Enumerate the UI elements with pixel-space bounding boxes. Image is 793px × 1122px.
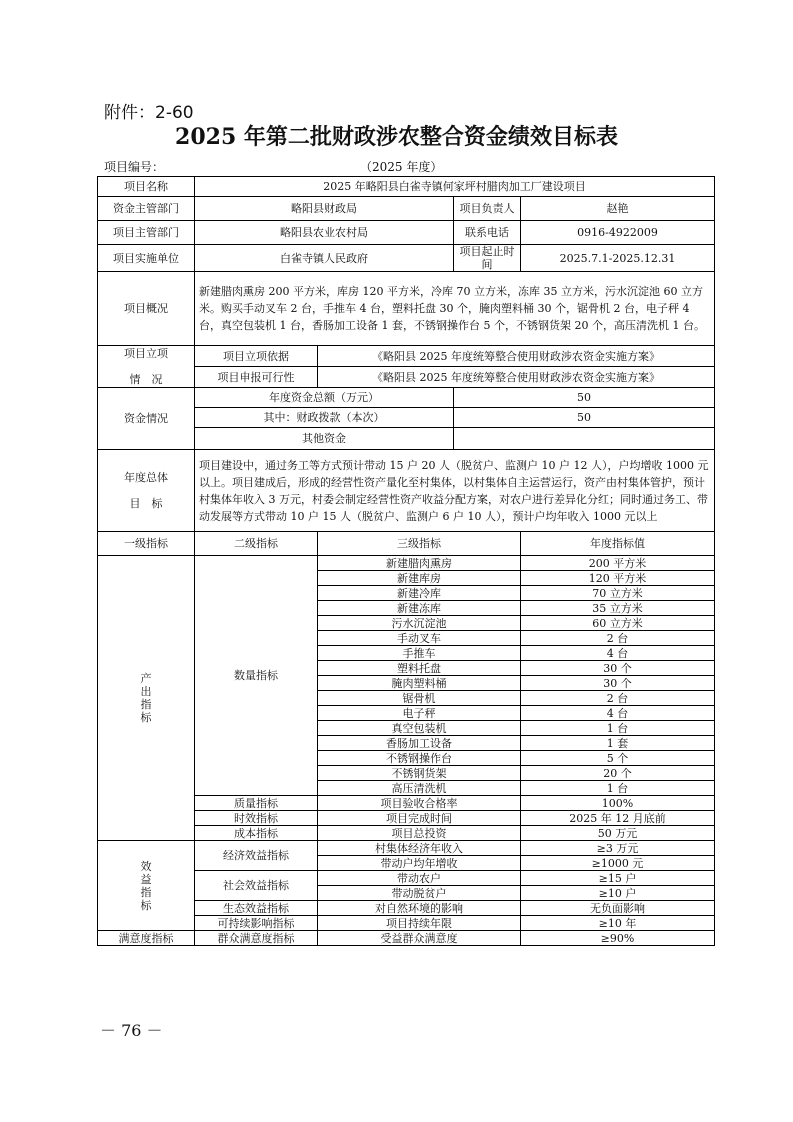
cell-label: 其他资金 bbox=[195, 428, 454, 450]
cell-label: 项目名称 bbox=[98, 177, 195, 197]
indicator-name: 真空包装机 bbox=[318, 721, 521, 736]
fiscal-funds: 50 bbox=[454, 408, 715, 428]
indicator-value: 2 台 bbox=[521, 631, 715, 646]
indicator-name: 污水沉淀池 bbox=[318, 616, 521, 631]
column-header: 年度指标值 bbox=[521, 532, 715, 556]
impl-unit: 白雀寺镇人民政府 bbox=[195, 245, 454, 272]
indicator-name: 香肠加工设备 bbox=[318, 736, 521, 751]
indicator-name: 锯骨机 bbox=[318, 691, 521, 706]
indicator-name: 新建冷库 bbox=[318, 586, 521, 601]
indicator-name: 不锈钢货架 bbox=[318, 766, 521, 781]
indicator-value: 2025 年 12 月底前 bbox=[521, 811, 715, 826]
cell-label: 资金主管部门 bbox=[98, 197, 195, 221]
indicator-name: 不锈钢操作台 bbox=[318, 751, 521, 766]
quantity-label: 数量指标 bbox=[195, 556, 318, 796]
indicator-name: 新建冻库 bbox=[318, 601, 521, 616]
indicator-name: 手动叉车 bbox=[318, 631, 521, 646]
indicator-value: 20 个 bbox=[521, 766, 715, 781]
satisfaction-label: 满意度指标 bbox=[98, 931, 195, 946]
indicator-value: 70 立方米 bbox=[521, 586, 715, 601]
indicator-name: 腌肉塑料桶 bbox=[318, 676, 521, 691]
indicator-value: 无负面影响 bbox=[521, 901, 715, 916]
project-no-label: 项目编号： bbox=[104, 160, 165, 174]
indicator-name: 带动户均年增收 bbox=[318, 856, 521, 871]
indicator-name: 带动脱贫户 bbox=[318, 886, 521, 901]
indicator-value: 35 立方米 bbox=[521, 601, 715, 616]
indicator-name: 项目持续年限 bbox=[318, 916, 521, 931]
cell-label: 项目主管部门 bbox=[98, 221, 195, 245]
column-header: 三级指标 bbox=[318, 532, 521, 556]
indicator-name: 项目验收合格率 bbox=[318, 796, 521, 811]
other-funds bbox=[454, 428, 715, 450]
proj-dept: 略阳县农业农村局 bbox=[195, 221, 454, 245]
indicator-value: 1 台 bbox=[521, 721, 715, 736]
sustain-label: 可持续影响指标 bbox=[195, 916, 318, 931]
eco-label: 生态效益指标 bbox=[195, 901, 318, 916]
cell-label: 项目概况 bbox=[98, 272, 195, 346]
page-title: 2025 年第二批财政涉农整合资金绩效目标表 bbox=[175, 124, 618, 150]
indicator-value: 100% bbox=[521, 796, 715, 811]
indicator-value: 200 平方米 bbox=[521, 556, 715, 571]
econ-label: 经济效益指标 bbox=[195, 841, 318, 871]
cell-label: 项目申报可行性 bbox=[195, 367, 318, 388]
indicator-name: 手推车 bbox=[318, 646, 521, 661]
indicator-name: 项目总投资 bbox=[318, 826, 521, 841]
page-number: － 76 － bbox=[100, 1021, 163, 1040]
cost-label: 成本指标 bbox=[195, 826, 318, 841]
indicator-value: 60 立方米 bbox=[521, 616, 715, 631]
approval-label: 项目立项 情 况 bbox=[98, 346, 195, 388]
indicator-value: 4 台 bbox=[521, 706, 715, 721]
social-label: 社会效益指标 bbox=[195, 871, 318, 901]
crowd-label: 群众满意度指标 bbox=[195, 931, 318, 946]
indicator-name: 新建库房 bbox=[318, 571, 521, 586]
goal-label: 年度总体 目 标 bbox=[98, 450, 195, 532]
project-name: 2025 年略阳县白雀寺镇何家坪村腊肉加工厂建设项目 bbox=[195, 177, 715, 197]
cell-label: 项目起止时间 bbox=[454, 245, 521, 272]
table-row bbox=[98, 556, 715, 571]
cell-label: 联系电话 bbox=[454, 221, 521, 245]
funds-label: 资金情况 bbox=[98, 388, 195, 450]
indicator-value: 2 台 bbox=[521, 691, 715, 706]
indicator-value: 4 台 bbox=[521, 646, 715, 661]
leader: 赵艳 bbox=[521, 197, 715, 221]
time-label: 时效指标 bbox=[195, 811, 318, 826]
benefit-label: 效益指标 bbox=[98, 841, 195, 931]
column-header: 一级指标 bbox=[98, 532, 195, 556]
indicator-value: 5 个 bbox=[521, 751, 715, 766]
column-header: 二级指标 bbox=[195, 532, 318, 556]
year-label: （2025 年度） bbox=[360, 160, 443, 174]
indicator-value: 120 平方米 bbox=[521, 571, 715, 586]
indicator-value: 1 台 bbox=[521, 781, 715, 796]
indicator-name: 高压清洗机 bbox=[318, 781, 521, 796]
cell-label: 项目立项依据 bbox=[195, 346, 318, 367]
cell-label: 项目实施单位 bbox=[98, 245, 195, 272]
indicator-value: ≥3 万元 bbox=[521, 841, 715, 856]
phone: 0916-4922009 bbox=[521, 221, 715, 245]
indicator-name: 对自然环境的影响 bbox=[318, 901, 521, 916]
indicator-name: 项目完成时间 bbox=[318, 811, 521, 826]
cell-label: 其中：财政拨款（本次） bbox=[195, 408, 454, 428]
quality-label: 质量指标 bbox=[195, 796, 318, 811]
feasibility: 《略阳县 2025 年度统筹整合使用财政涉农资金实施方案》 bbox=[318, 367, 715, 388]
indicator-name: 村集体经济年收入 bbox=[318, 841, 521, 856]
indicator-value: ≥1000 元 bbox=[521, 856, 715, 871]
indicator-name: 带动农户 bbox=[318, 871, 521, 886]
goal-text: 项目建设中，通过务工等方式预计带动 15 户 20 人（脱贫户、监测户 10 户 12 人），户均增收 1000 元以上。项目建成后，形成的经营性资产量化至村集体，以村集体自主运营运行，资产由村集体管护，预计村集体年收入 3 万元，村委会制定经营性资产收益分配方案，对农户进行差异化分红；同时通过务工、带动发展等方式带动 10 户 15 人（脱贫户、监测户 6 户 10 人），预计户均年收入 1000 元以上 bbox=[195, 450, 715, 532]
table-row bbox=[98, 841, 715, 856]
fund-dept: 略阳县财政局 bbox=[195, 197, 454, 221]
cell-label: 项目负责人 bbox=[454, 197, 521, 221]
indicator-value: ≥10 户 bbox=[521, 886, 715, 901]
indicator-value: ≥10 年 bbox=[521, 916, 715, 931]
period: 2025.7.1-2025.12.31 bbox=[521, 245, 715, 272]
indicator-name: 塑料托盘 bbox=[318, 661, 521, 676]
indicator-value: 30 个 bbox=[521, 661, 715, 676]
indicator-name: 受益群众满意度 bbox=[318, 931, 521, 946]
output-label: 产出指标 bbox=[98, 556, 195, 841]
indicator-value: 1 套 bbox=[521, 736, 715, 751]
cell-label: 年度资金总额（万元） bbox=[195, 388, 454, 408]
indicator-value: ≥90% bbox=[521, 931, 715, 946]
indicator-value: 50 万元 bbox=[521, 826, 715, 841]
overview-text: 新建腊肉熏房 200 平方米，库房 120 平方米，冷库 70 立方米，冻库 35 立方米，污水沉淀池 60 立方米。购买手动叉车 2 台，手推车 4 台，塑料托盘 30 个，腌肉塑料桶 30 个，锯骨机 2 台，电子秤 4 台，真空包装机 1 台，香肠加工设备 1 套，不锈钢操作台 5 个，不锈钢货架 20 个，高压清洗机 1 台。 bbox=[195, 272, 715, 346]
performance-table bbox=[97, 176, 715, 946]
total-funds: 50 bbox=[454, 388, 715, 408]
indicator-name: 电子秤 bbox=[318, 706, 521, 721]
indicator-value: ≥15 户 bbox=[521, 871, 715, 886]
indicator-value: 30 个 bbox=[521, 676, 715, 691]
indicator-name: 新建腊肉熏房 bbox=[318, 556, 521, 571]
attachment-label: 附件：2-60 bbox=[104, 103, 194, 123]
basis: 《略阳县 2025 年度统筹整合使用财政涉农资金实施方案》 bbox=[318, 346, 715, 367]
